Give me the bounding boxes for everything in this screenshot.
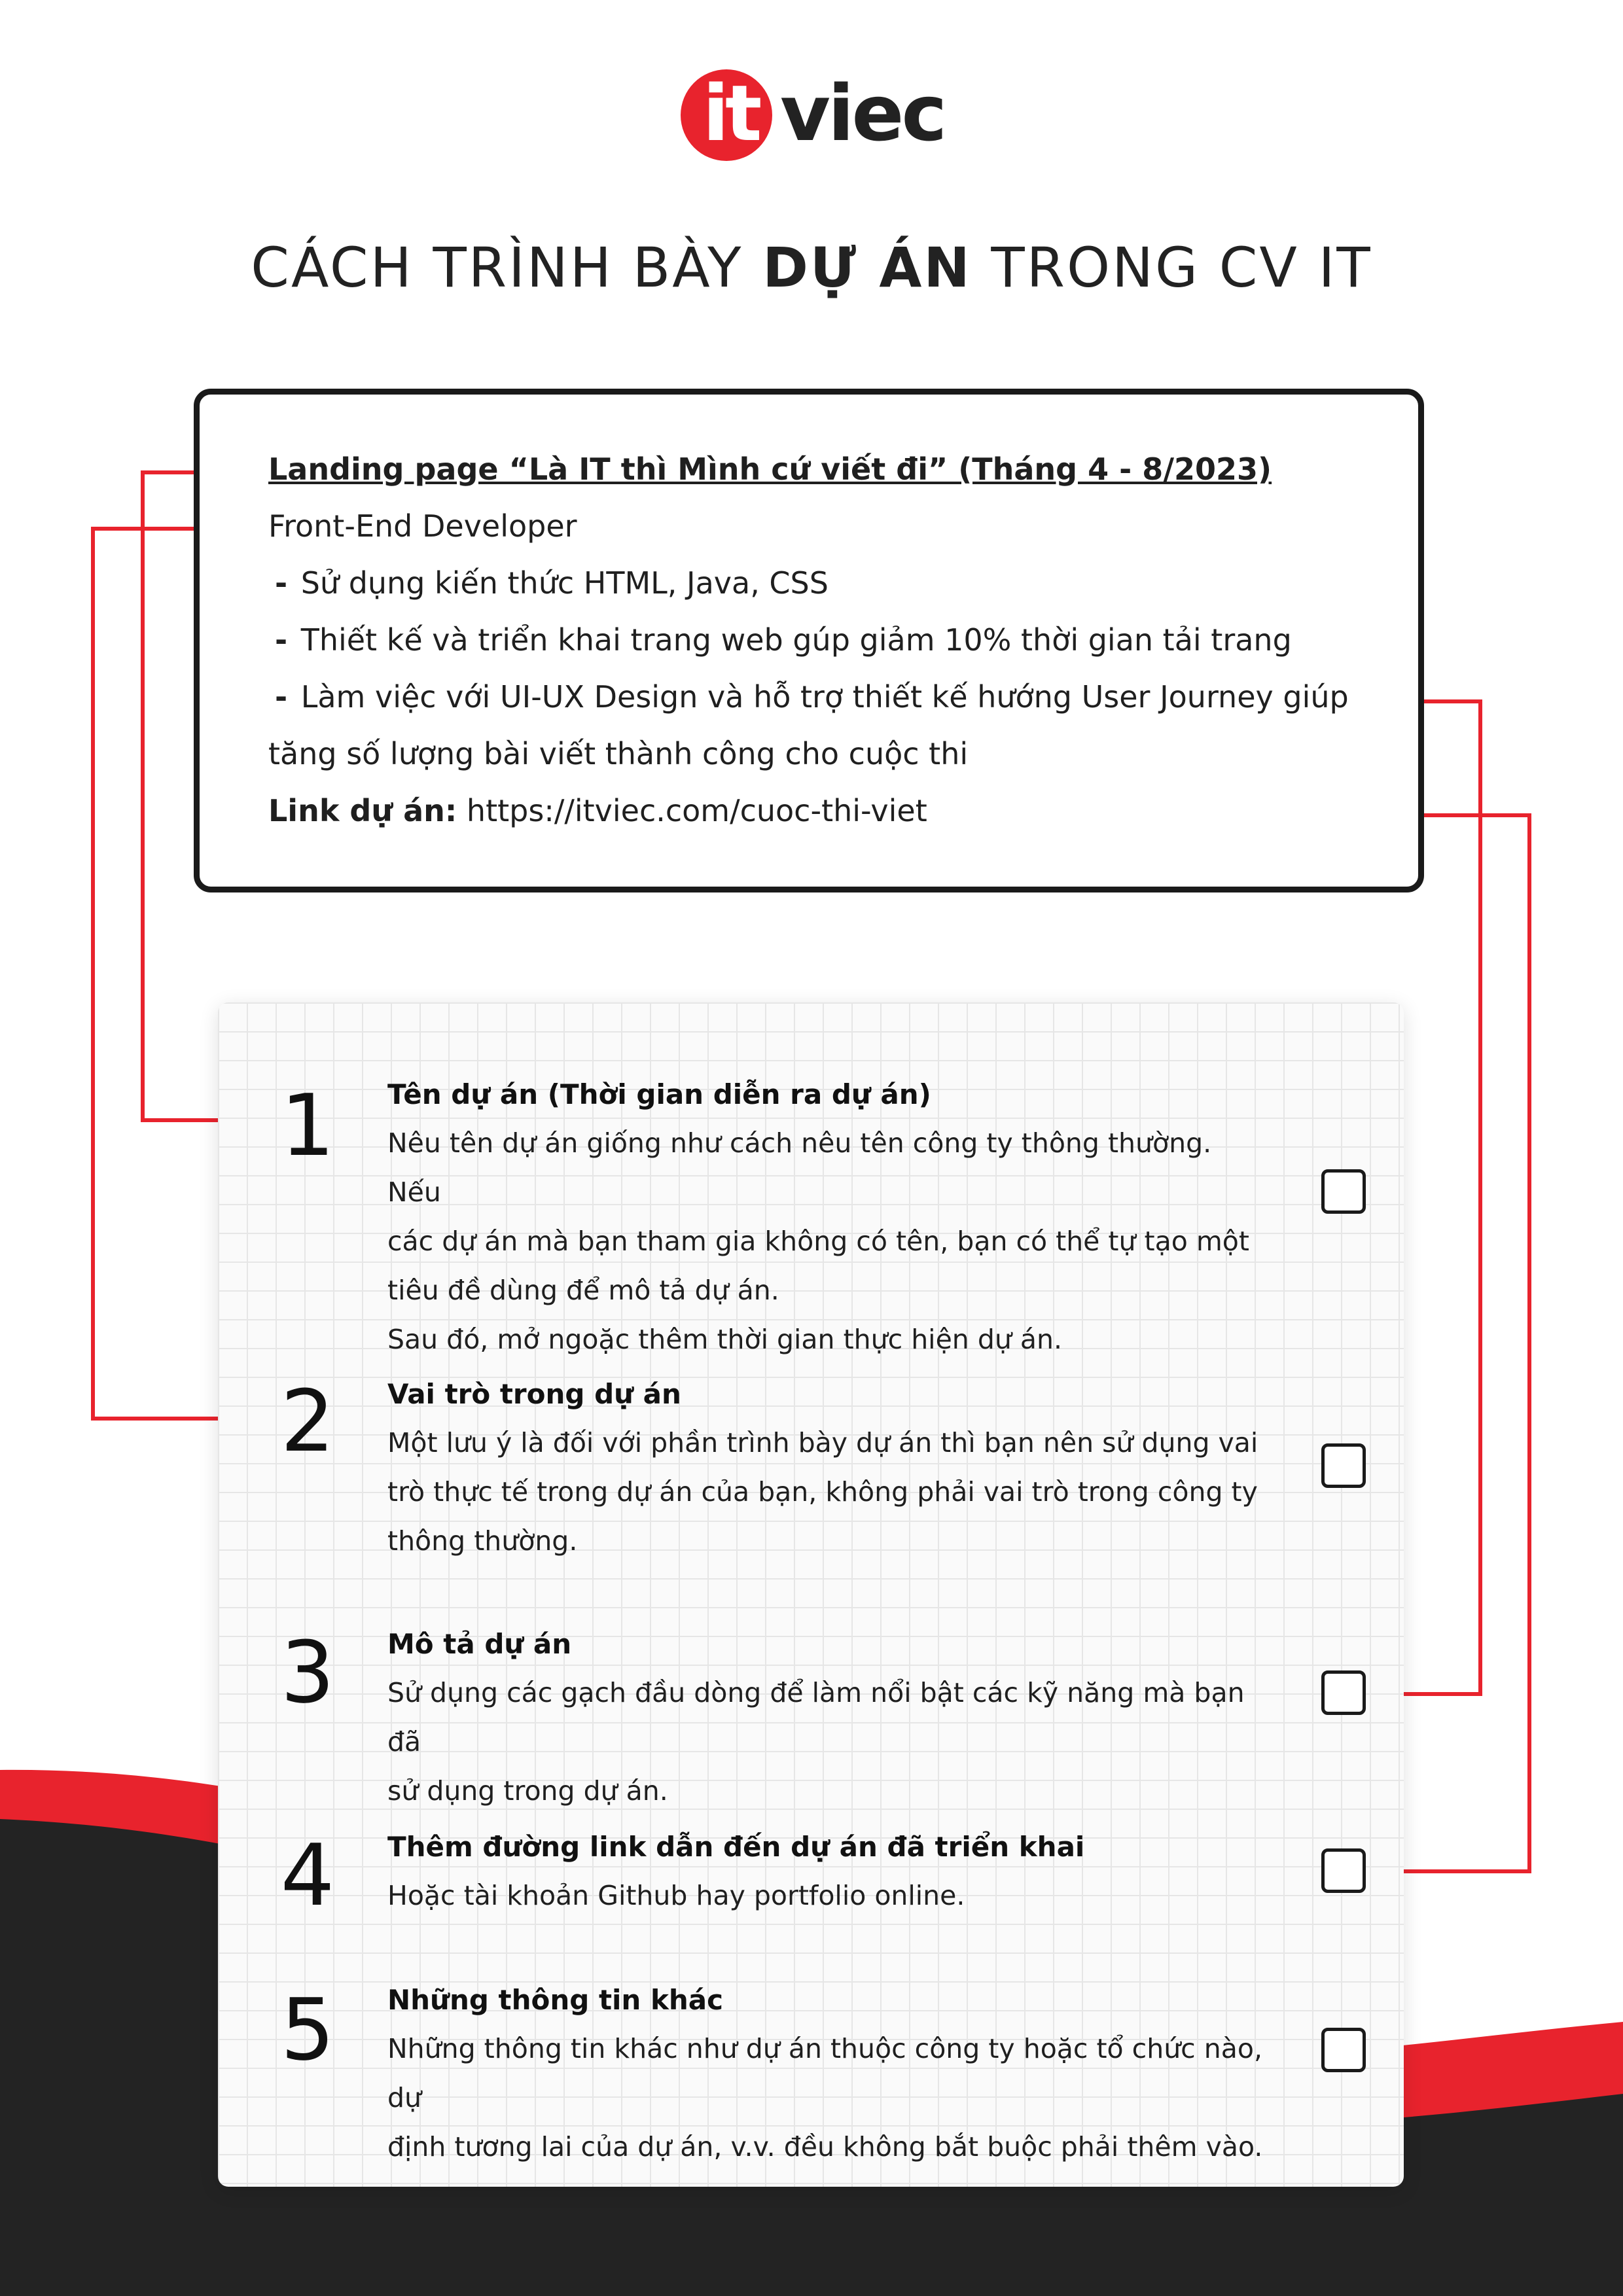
cv-project-title: Landing page “Là IT thì Mình cứ viết đi” (Tháng 4 - 8/2023) bbox=[268, 451, 1272, 487]
title-pre: CÁCH TRÌNH BÀY bbox=[251, 236, 763, 300]
item-line: thông thường. bbox=[387, 1525, 578, 1557]
itviec-logo bbox=[681, 65, 955, 164]
empty-checkbox-icon[interactable] bbox=[1321, 1848, 1366, 1893]
empty-checkbox-icon[interactable] bbox=[1321, 1169, 1366, 1214]
logo-viec-text: viec bbox=[780, 68, 945, 158]
item-heading: Những thông tin khác bbox=[387, 1984, 724, 2016]
item-line: Nêu tên dự án giống như cách nêu tên công ty thông thường. Nếu bbox=[387, 1127, 1212, 1208]
item-line: trò thực tế trong dự án của bạn, không phải vai trò trong công ty bbox=[387, 1476, 1258, 1508]
page-title bbox=[0, 236, 1623, 300]
item-line: Sau đó, mở ngoặc thêm thời gian thực hiện dự án. bbox=[387, 1324, 1063, 1355]
bullet-marker: - bbox=[275, 679, 288, 715]
item-heading: Vai trò trong dự án bbox=[387, 1378, 681, 1410]
item-heading: Thêm đường link dẫn đến dự án đã triển khai bbox=[387, 1831, 1085, 1863]
item-description bbox=[387, 1871, 1264, 1920]
cv-bullet-text: Thiết kế và triển khai trang web gúp giảm 10% thời gian tải trang bbox=[300, 622, 1292, 658]
bullet-marker: - bbox=[275, 622, 288, 658]
item-description bbox=[387, 1119, 1264, 1364]
cv-link-url[interactable]: https://itviec.com/cuoc-thi-viet bbox=[457, 793, 927, 828]
item-line: Một lưu ý là đối với phần trình bày dự án thì bạn nên sử dụng vai bbox=[387, 1427, 1258, 1458]
logo-it-text: it bbox=[702, 68, 758, 158]
title-post: TRONG CV IT bbox=[971, 236, 1372, 300]
cv-bullet bbox=[275, 679, 1349, 715]
item-line: định tương lai của dự án, v.v. đều không bắt buộc phải thêm vào. bbox=[387, 2131, 1263, 2163]
empty-checkbox-icon[interactable] bbox=[1321, 1670, 1366, 1715]
item-number: 2 bbox=[280, 1371, 335, 1471]
item-number: 4 bbox=[280, 1826, 335, 1925]
cv-link-label: Link dự án: bbox=[268, 793, 457, 828]
item-line: Những thông tin khác như dự án thuộc công ty hoặc tổ chức nào, dự bbox=[387, 2033, 1262, 2113]
cv-role: Front-End Developer bbox=[268, 508, 577, 544]
item-number: 3 bbox=[280, 1623, 335, 1722]
item-line: tiêu đề dùng để mô tả dự án. bbox=[387, 1275, 779, 1306]
cv-bullet-continuation: tăng số lượng bài viết thành công cho cuộc thi bbox=[268, 736, 969, 771]
item-number: 5 bbox=[280, 1980, 335, 2079]
cv-link-row bbox=[268, 793, 927, 828]
item-line: sử dụng trong dự án. bbox=[387, 1775, 668, 1807]
empty-checkbox-icon[interactable] bbox=[1321, 1443, 1366, 1488]
item-heading: Mô tả dự án bbox=[387, 1628, 572, 1660]
item-line: các dự án mà bạn tham gia không có tên, bạn có thể tự tạo một bbox=[387, 1226, 1249, 1257]
cv-bullet-text: Làm việc với UI-UX Design và hỗ trợ thiết kế hướng User Journey giúp bbox=[300, 679, 1349, 715]
title-bold: DỰ ÁN bbox=[762, 236, 972, 300]
item-description bbox=[387, 1669, 1264, 1816]
item-number: 1 bbox=[280, 1076, 335, 1175]
cv-bullet bbox=[275, 622, 1292, 658]
cv-bullet-text: Sử dụng kiến thức HTML, Java, CSS bbox=[300, 565, 829, 601]
item-heading: Tên dự án (Thời gian diễn ra dự án) bbox=[387, 1078, 931, 1110]
item-line: Hoặc tài khoản Github hay portfolio online. bbox=[387, 1880, 965, 1911]
cv-bullet bbox=[275, 565, 829, 601]
bullet-marker: - bbox=[275, 565, 288, 601]
item-description bbox=[387, 1419, 1264, 1566]
empty-checkbox-icon[interactable] bbox=[1321, 2028, 1366, 2072]
item-description bbox=[387, 2024, 1264, 2172]
item-line: Sử dụng các gạch đầu dòng để làm nổi bật các kỹ năng mà bạn đã bbox=[387, 1677, 1245, 1757]
